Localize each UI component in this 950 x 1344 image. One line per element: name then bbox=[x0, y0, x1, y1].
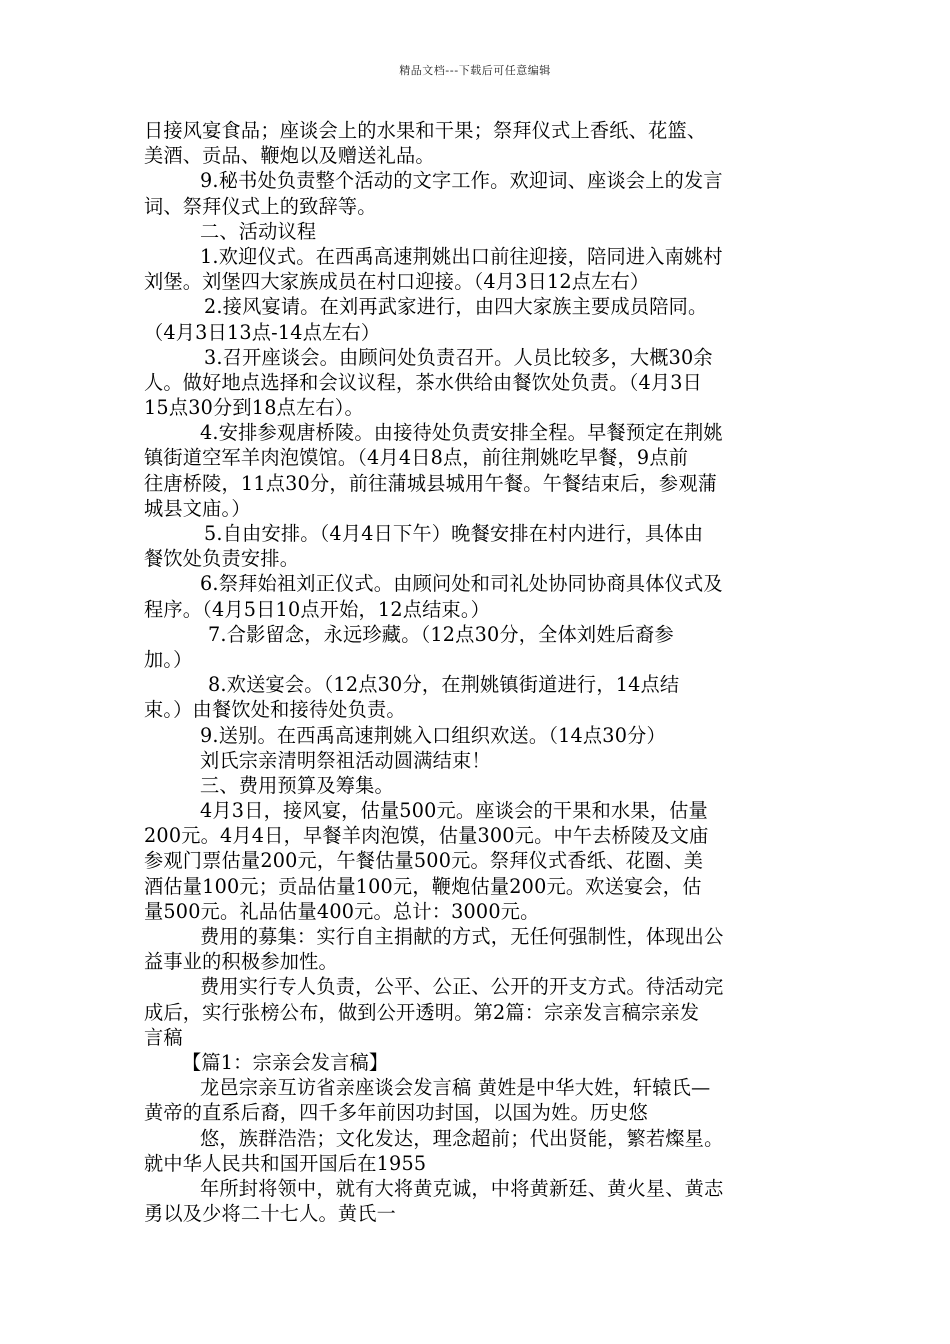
text-line: 城县文庙。） bbox=[144, 496, 251, 520]
text-line: 200元。4月4日，早餐羊肉泡馍，估量300元。中午去桥陵及文庙 bbox=[144, 824, 709, 848]
text-line: 美酒、贡品、鞭炮以及赠送礼品。 bbox=[144, 144, 435, 168]
text-line: 言稿 bbox=[144, 1025, 183, 1049]
text-line: 8.欢送宴会。（12点30分，在荆姚镇街道进行，14点结 bbox=[208, 673, 680, 697]
text-line: 2.接风宴请。在刘再武家进行，由四大家族主要成员陪同。 bbox=[204, 295, 708, 319]
text-line: 黄帝的直系后裔，四千多年前因功封国，以国为姓。历史悠 bbox=[144, 1101, 649, 1125]
text-line: 1.欢迎仪式。在西禹高速荆姚出口前往迎接，陪同进入南姚村 bbox=[200, 244, 723, 268]
text-line: 镇街道空军羊肉泡馍馆。（4月4日8点，前往荆姚吃早餐，9点前 bbox=[144, 446, 689, 470]
text-line: 悠，族群浩浩；文化发达，理念超前；代出贤能，繁若燦星。 bbox=[200, 1126, 724, 1150]
text-line: 4月3日，接风宴，估量500元。座谈会的干果和水果，估量 bbox=[200, 799, 708, 823]
text-line: 日接风宴食品；座谈会上的水果和干果；祭拜仪式上香纸、花篮、 bbox=[144, 119, 707, 142]
text-line: 成后，实行张榜公布，做到公开透明。第2篇：宗亲发言稿宗亲发 bbox=[144, 1000, 700, 1024]
text-line: 7.合影留念，永远珍藏。（12点30分，全体刘姓后裔参 bbox=[208, 622, 674, 646]
text-line: 6.祭拜始祖刘正仪式。由顾问处和司礼处协同协商具体仪式及 bbox=[200, 572, 723, 596]
text-line: 勇以及少将二十七人。黄氏一 bbox=[144, 1202, 397, 1226]
text-line: 程序。（4月5日10点开始，12点结束。） bbox=[144, 597, 491, 621]
text-line: 9.送别。在西禹高速荆姚入口组织欢送。（14点30分） bbox=[200, 723, 666, 747]
text-line: 量500元。礼品估量400元。总计：3000元。 bbox=[144, 899, 540, 923]
text-line: 【篇1：宗亲会发言稿】 bbox=[182, 1050, 389, 1074]
text-line: 束。）由餐饮处和接待处负责。 bbox=[144, 698, 406, 722]
text-line: 刘氏宗亲清明祭祖活动圆满结束！ bbox=[200, 748, 491, 772]
text-line: （4月3日13点-14点左右） bbox=[144, 320, 381, 344]
page-header: 精品文档---下载后可任意编辑 bbox=[399, 64, 551, 77]
text-line: 龙邑宗亲互访省亲座谈会发言稿 黄姓是中华大姓，轩辕氏— bbox=[200, 1076, 711, 1100]
document-body bbox=[144, 118, 809, 1226]
text-line: 费用的募集：实行自主捐献的方式，无任何强制性，体现出公 bbox=[200, 925, 724, 948]
text-line: 3.召开座谈会。由顾问处负责召开。人员比较多，大概30余 bbox=[204, 345, 713, 369]
text-line: 15点30分到18点左右）。 bbox=[144, 396, 364, 420]
text-line: 三、费用预算及筹集。 bbox=[200, 773, 394, 797]
text-line: 参观门票估量200元，午餐估量500元。祭拜仪式香纸、花圈、美 bbox=[144, 849, 704, 873]
text-line: 4.安排参观唐桥陵。由接待处负责安排全程。早餐预定在荆姚 bbox=[200, 421, 723, 445]
text-line: 5.自由安排。（4月4日下午）晚餐安排在村内进行，具体由 bbox=[204, 522, 704, 545]
text-line: 益事业的积极参加性。 bbox=[144, 950, 338, 974]
text-line: 往唐桥陵，11点30分，前往蒲城县城用午餐。午餐结束后，参观蒲 bbox=[144, 471, 718, 495]
text-line: 人。做好地点选择和会议议程，茶水供给由餐饮处负责。（4月3日 bbox=[144, 370, 703, 394]
text-line: 刘堡。刘堡四大家族成员在村口迎接。（4月3日12点左右） bbox=[144, 270, 650, 294]
text-line: 年所封将领中，就有大将黄克诚，中将黄新廷、黄火星、黄志 bbox=[200, 1176, 724, 1200]
text-line: 就中华人民共和国开国后在1955 bbox=[144, 1151, 427, 1175]
text-line: 餐饮处负责安排。 bbox=[144, 547, 300, 571]
text-line: 费用实行专人负责，公平、公正、公开的开支方式。待活动完 bbox=[200, 975, 724, 999]
text-line: 二、活动议程 bbox=[200, 219, 317, 243]
text-line: 酒估量100元；贡品估量100元，鞭炮估量200元。欢送宴会，估 bbox=[144, 874, 702, 898]
text-line: 加。） bbox=[144, 647, 193, 671]
text-line: 词、祭拜仪式上的致辞等。 bbox=[144, 194, 377, 218]
text-line: 9.秘书处负责整个活动的文字工作。欢迎词、座谈会上的发言 bbox=[200, 169, 723, 193]
